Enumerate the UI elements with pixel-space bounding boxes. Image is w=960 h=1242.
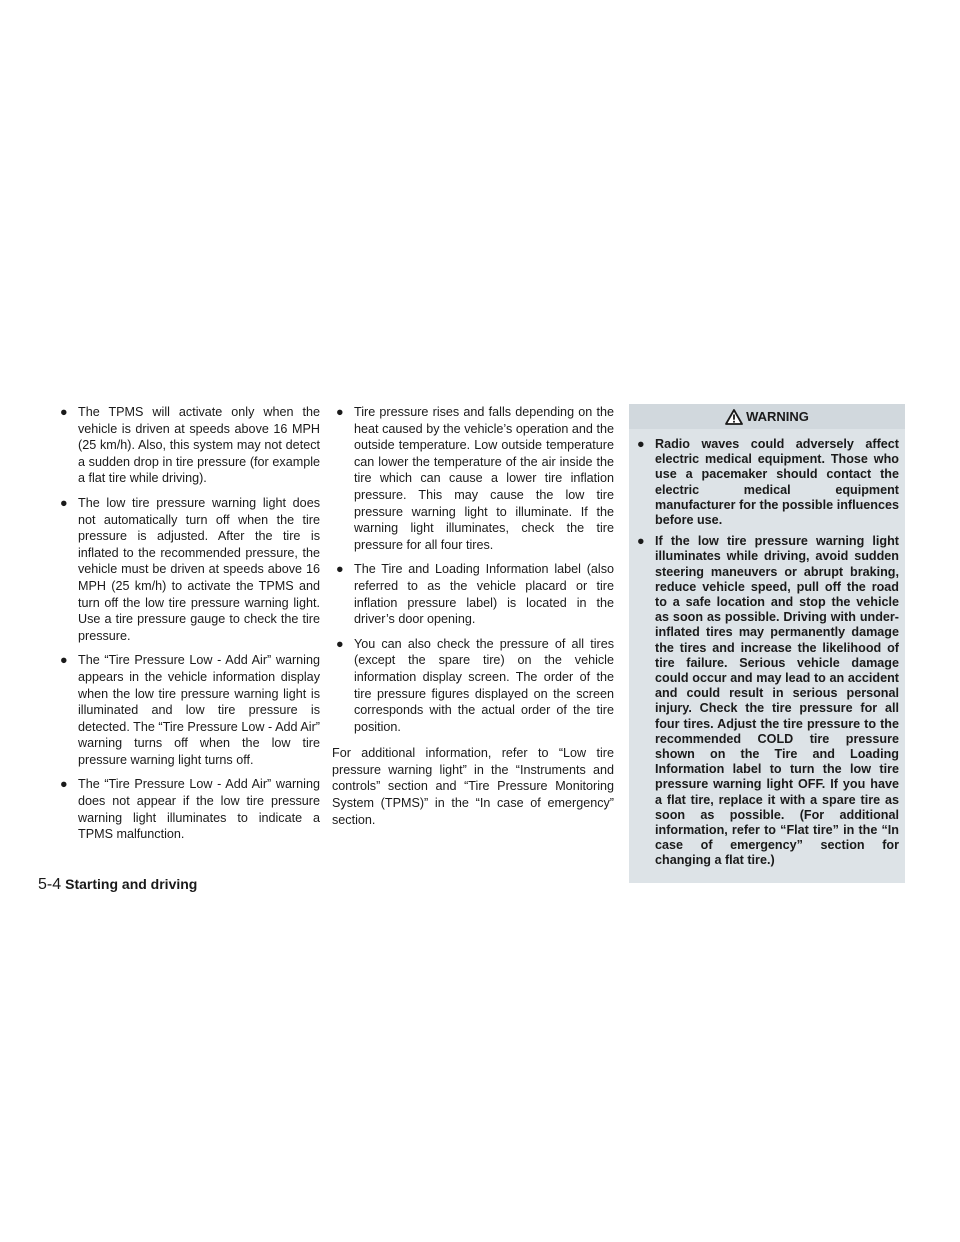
list-item	[56, 776, 320, 842]
warning-list	[629, 429, 905, 869]
bullet-list	[332, 404, 614, 735]
bullet-text: The “Tire Pressure Low - Add Air” warning does not appear if the low tire pressure warning light illuminates to indicate a TPMS malfunction.	[78, 777, 320, 842]
bullet-icon: ●	[336, 405, 344, 419]
warning-text: Radio waves could adversely affect electric medical equipment. Those who use a pacemaker should contact the electric medical equipment manufacturer for the possible influences before use.	[655, 437, 899, 528]
bullet-icon: ●	[336, 636, 344, 651]
list-item	[332, 561, 614, 627]
bullet-text: The low tire pressure warning light does not automatically turn off when the tire pressure is adjusted. After the tire is inflated to the recommended pressure, the vehicle must be driven at speeds above 16 MPH (25 km/h) to activate the TPMS and turn off the low tire pressure warning light. Use a tire pressure gauge to check the tire pressure.	[78, 495, 320, 643]
bullet-text: You can also check the pressure of all tires (except the spare tire) on the vehicle information display screen. The order of the tire pressure figures displayed on the screen corresponds with the actual order of the tire position.	[354, 636, 614, 734]
column-left	[56, 404, 320, 851]
bullet-text: The TPMS will activate only when the vehicle is driven at speeds above 16 MPH (25 km/h). Also, this system may not detect a sudden drop in tire pressure (for example a flat tire while driving).	[78, 405, 320, 486]
page-number: 5-4	[38, 876, 62, 893]
bullet-text: The “Tire Pressure Low - Add Air” warning appears in the vehicle information display when the low tire pressure warning light is illuminated and low tire pressure is detected. The “Tire Pressure Low - Add Air” warning turns off when the low tire pressure warning light turns off.	[78, 653, 320, 767]
warning-item	[633, 437, 899, 528]
bullet-icon: ●	[637, 534, 645, 549]
warning-header	[629, 404, 905, 429]
bullet-icon: ●	[336, 562, 344, 577]
list-item	[56, 495, 320, 644]
bullet-text: The Tire and Loading Information label (also referred to as the vehicle placard or tire inflation pressure label) is located in the driver’s door opening.	[354, 562, 614, 627]
warning-triangle-icon	[725, 409, 743, 425]
page-footer	[38, 876, 197, 894]
list-item	[332, 404, 614, 553]
warning-title: WARNING	[746, 409, 809, 424]
bullet-list	[56, 404, 320, 843]
bullet-icon: ●	[60, 777, 68, 792]
column-middle	[332, 404, 614, 828]
bullet-text: Tire pressure rises and falls depending on the heat caused by the vehicle’s operation and the outside temperature. Low outside temperature can lower the temperature of the air inside the tire which can cause a lower tire inflation pressure. This may cause the low tire pressure warning light to illuminate. If the warning light illuminates, check the tire pressure for all four tires.	[354, 405, 614, 552]
bullet-icon: ●	[60, 405, 68, 419]
bullet-icon: ●	[60, 653, 68, 668]
list-item	[332, 636, 614, 736]
bullet-icon: ●	[60, 495, 68, 510]
section-title: Starting and driving	[65, 876, 198, 892]
list-item	[56, 404, 320, 487]
warning-item	[633, 534, 899, 868]
warning-text: If the low tire pressure warning light illuminates while driving, avoid sudden steering maneuvers or abrupt braking, reduce vehicle speed, pull off the road to a safe location and stop the vehicle as soon as possible. Driving with under-inflated tires may permanently damage the tires and increase the likelihood of tire failure. Serious vehicle damage could occur and may lead to an accident and could result in serious personal injury. Check the tire pressure for all four tires. Adjust the tire pressure to the recommended COLD tire pressure shown on the Tire and Loading Information label to turn the low tire pressure warning light OFF. If you have a flat tire, replace it with a spare tire as soon as possible. (For additional information, refer to “Flat tire” in the “In case of emergency” section for changing a flat tire.)	[655, 534, 899, 868]
warning-box	[629, 404, 905, 883]
additional-info-paragraph: For additional information, refer to “Low tire pressure warning light” in the “Instruments and controls” section and “Tire Pressure Monitoring System (TPMS)” in the “In case of emergency” section.	[332, 746, 614, 827]
bullet-icon: ●	[637, 437, 645, 451]
list-item	[56, 652, 320, 768]
